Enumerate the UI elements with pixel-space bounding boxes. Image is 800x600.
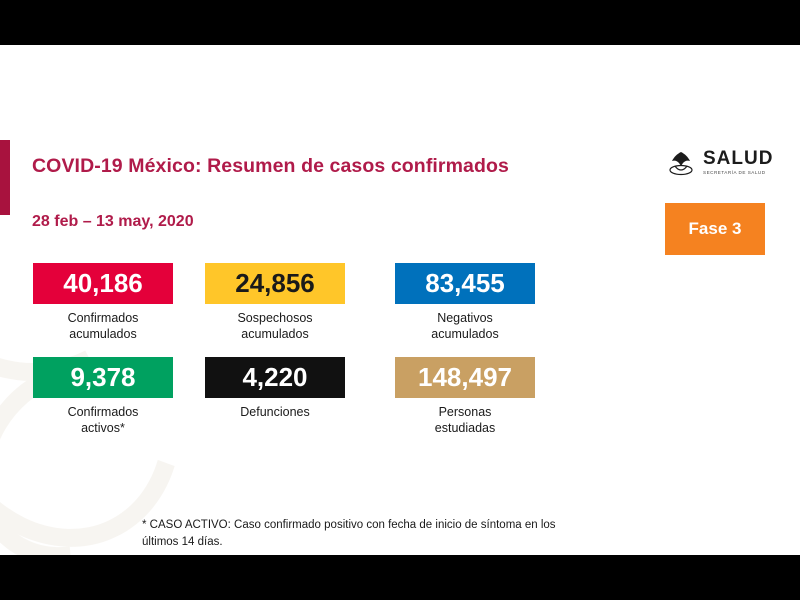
footnote: * CASO ACTIVO: Caso confirmado positivo con fecha de inicio de síntoma en los últimos 14 días. bbox=[142, 519, 556, 548]
logo-wordmark: SALUD bbox=[703, 147, 774, 169]
accent-bar bbox=[0, 140, 10, 215]
stat-card-confirmados-activos bbox=[33, 357, 173, 436]
stat-card-defunciones bbox=[205, 357, 345, 421]
stat-card-confirmados-acumulados bbox=[33, 263, 173, 342]
stat-label: Confirmados activos* bbox=[67, 405, 139, 435]
mexican-eagle-icon bbox=[665, 146, 697, 178]
logo-subtitle: SECRETARÍA DE SALUD bbox=[703, 169, 766, 175]
presentation-slide bbox=[0, 45, 800, 555]
salud-logo bbox=[665, 141, 775, 183]
stat-value: 40,186 bbox=[33, 263, 173, 304]
stat-card-negativos-acumulados bbox=[395, 263, 535, 342]
stat-value: 148,497 bbox=[395, 357, 535, 398]
stat-value: 4,220 bbox=[205, 357, 345, 398]
stat-label: Confirmados acumulados bbox=[67, 311, 139, 341]
stat-label: Personas estudiadas bbox=[434, 405, 496, 435]
stat-value: 9,378 bbox=[33, 357, 173, 398]
stat-label: Sospechosos acumulados bbox=[237, 311, 313, 341]
stat-card-sospechosos-acumulados bbox=[205, 263, 345, 342]
phase-badge: Fase 3 bbox=[665, 203, 765, 255]
page-title: COVID-19 México: Resumen de casos confirmados bbox=[32, 155, 509, 177]
stat-label: Defunciones bbox=[240, 405, 310, 419]
date-range: 28 feb – 13 may, 2020 bbox=[32, 213, 194, 230]
stat-value: 83,455 bbox=[395, 263, 535, 304]
stat-card-personas-estudiadas bbox=[395, 357, 535, 436]
stat-label: Negativos acumulados bbox=[431, 311, 499, 341]
stat-value: 24,856 bbox=[205, 263, 345, 304]
